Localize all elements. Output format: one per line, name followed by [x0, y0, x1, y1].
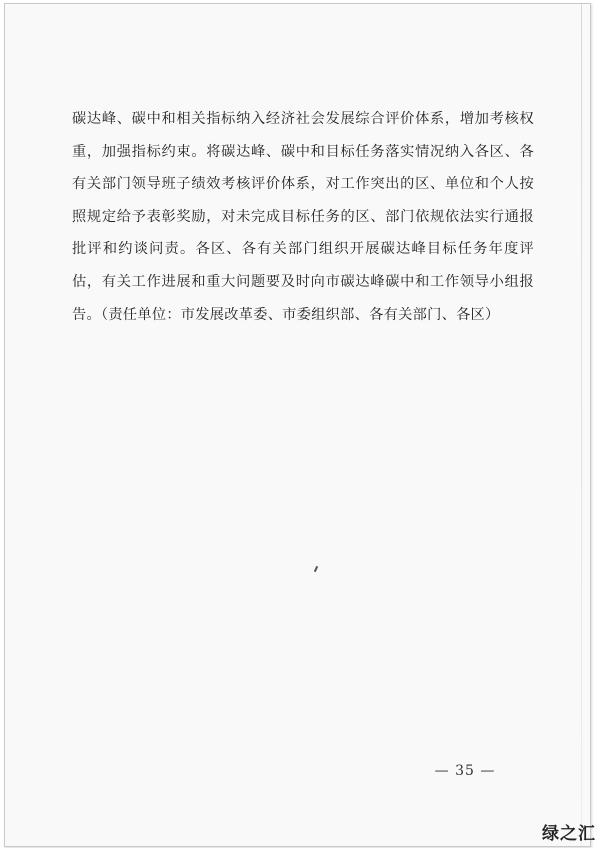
body-paragraph: 碳达峰、碳中和相关指标纳入经济社会发展综合评价体系，增加考核权重，加强指标约束。将碳达峰、碳中和目标任务落实情况纳入各区、各有关部门领导班子绩效考核评价体系，对工作突出的区、单位和个人按照规定给予表彰奖励，对未完成目标任务的区、部门依规依法实行通报批评和约谈问责。各区、各有关部门组织开展碳达峰目标任务年度评估，有关工作进展和重大问题要及时向市碳达峰碳中和工作领导小组报告。（责任单位：市发展改革委、市委组织部、各有关部门、各区）	[72, 111, 534, 323]
watermark-logo: 绿之汇	[542, 824, 596, 844]
page-edge-shadow	[581, 4, 582, 846]
page-number: — 35 —	[434, 763, 496, 779]
